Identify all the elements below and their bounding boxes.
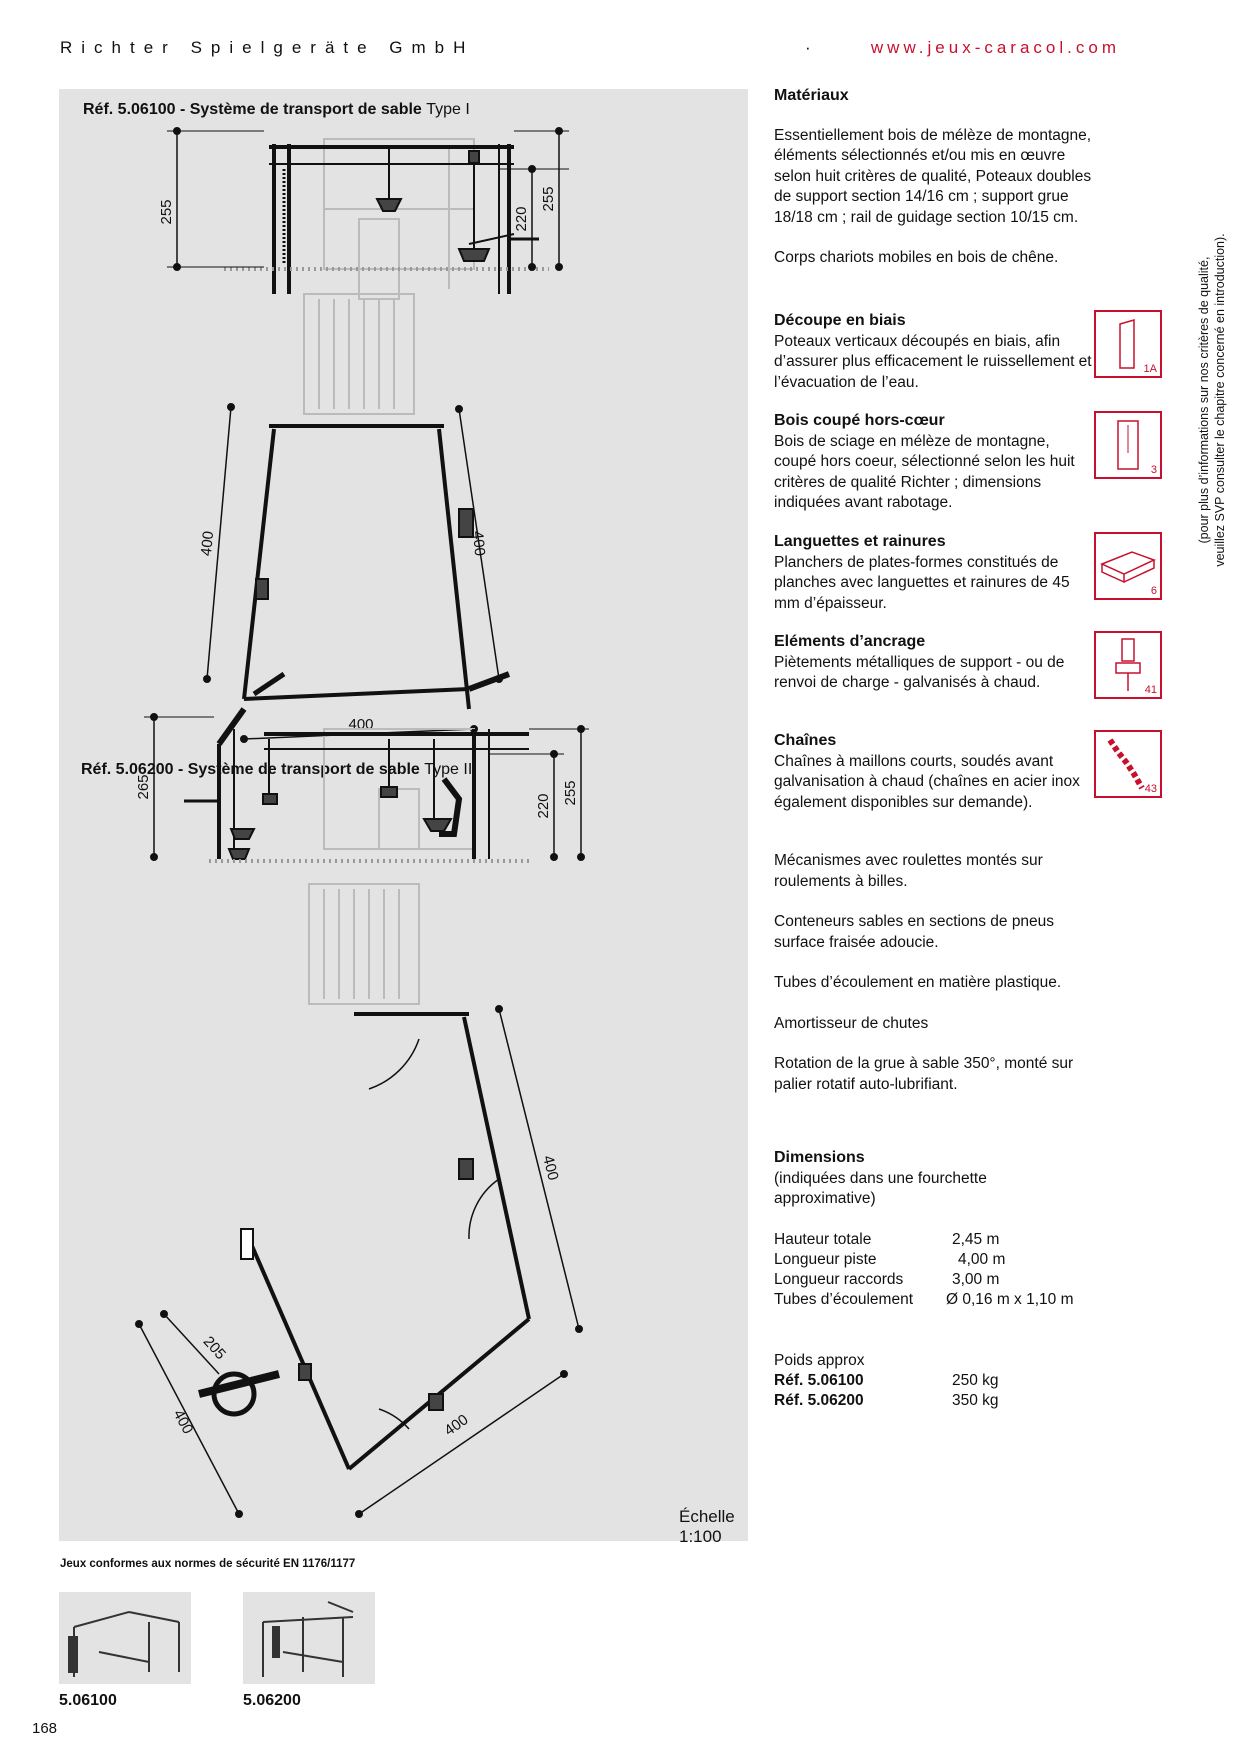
feature-5 (774, 731, 1094, 813)
thumbnail-506100[interactable] (59, 1592, 191, 1684)
tongue-groove-icon (1094, 532, 1162, 600)
feature-title: Eléments d’ancrage (774, 633, 926, 650)
weight-value: 250 kg (952, 1372, 999, 1389)
side-note (1196, 200, 1230, 600)
materials-text1: Essentiellement bois de mélèze de montagne, éléments sélectionnés et/ou mis en œuvre selon huit critères de qualité, Poteaux doubles de support section 14/16 cm ; support grue 18/18 cm ; rail de guidage section 10/15 cm. (774, 126, 1092, 226)
product1-title: Réf. 5.06100 - Système de transport de sable Type I (83, 101, 470, 118)
icon-badge: 6 (1150, 585, 1157, 597)
header-separator: · (805, 38, 811, 57)
thumbnail-caption: 5.06200 (243, 1692, 301, 1709)
p1-height-right: 255 (540, 186, 557, 212)
feature-title: Chaînes (774, 732, 837, 749)
p2-plan-d: 400 (441, 1411, 472, 1440)
feature-text: Bois de sciage en mélèze de montagne, coupé hors coeur, sélectionné selon les huit critères de qualité Richter ; dimensions indiquées avant rabotage. (774, 432, 1075, 511)
p1-plan-left: 400 (197, 530, 218, 557)
side-note-line2: veuillez SVP consulter le chapitre concerné en introduction). (1213, 233, 1227, 567)
p1-plan-bottom: 400 (348, 716, 374, 733)
extra-info (774, 851, 1094, 1095)
thumbnail-506200[interactable] (243, 1592, 375, 1684)
p1-plan-right: 400 (468, 530, 489, 557)
anchoring-icon (1094, 631, 1162, 699)
weight-key: Réf. 5.06200 (774, 1392, 864, 1409)
dim-value: Ø 0,16 m x 1,10 m (946, 1291, 1074, 1308)
thumbnail-drawing (59, 1592, 191, 1684)
weights-section (774, 1351, 1114, 1421)
heartwood-free-icon (1094, 411, 1162, 479)
feature-text: Chaînes à maillons courts, soudés avant galvanisation à chaud (chaînes en acier inox également disponibles sur demande). (774, 752, 1080, 811)
extra-text: Amortisseur de chutes (774, 1014, 929, 1032)
p2-plan-b: 205 (199, 1333, 230, 1363)
dim-value: 3,00 m (952, 1271, 1000, 1288)
feature-4 (774, 632, 1094, 694)
product2-plan (136, 884, 582, 1517)
materials-section (774, 86, 1094, 269)
dimensions-title: Dimensions (774, 1149, 865, 1166)
dimensions-table (774, 1230, 1114, 1320)
dim-key: Hauteur totale (774, 1231, 872, 1248)
drawing-scale: Échelle 1:100 (679, 1507, 735, 1546)
materials-text2: Corps chariots mobiles en bois de chêne. (774, 249, 1059, 266)
drawing-panel (59, 89, 748, 1546)
p2-height-mid: 220 (535, 793, 552, 819)
feature-title: Découpe en biais (774, 312, 906, 329)
page-number: 168 (32, 1720, 58, 1737)
icon-badge: 3 (1150, 464, 1157, 476)
p2-plan-c: 400 (169, 1406, 197, 1437)
thumbnail-caption: 5.06100 (59, 1692, 117, 1709)
feature-3 (774, 532, 1094, 614)
chain-icon (1094, 730, 1162, 798)
icon-badge: 1A (1143, 363, 1157, 375)
feature-text: Poteaux verticaux découpés en biais, afin d’assurer plus efficacement le ruissellement et l’évacuation de l’eau. (774, 332, 1092, 391)
feature-title: Bois coupé hors-cœur (774, 412, 945, 429)
extra-text: Conteneurs sables en sections de pneus surface fraisée adoucie. (774, 913, 1055, 951)
thumbnail-drawing (243, 1592, 375, 1684)
weight-title: Poids approx (774, 1352, 865, 1369)
dim-key: Longueur raccords (774, 1271, 904, 1288)
p1-height-mid: 220 (513, 206, 530, 232)
feature-text: Piètements métalliques de support - ou de renvoi de charge - galvanisés à chaud. (774, 653, 1065, 691)
extra-text: Tubes d’écoulement en matière plastique. (774, 974, 1062, 991)
product1-plan (204, 294, 509, 742)
diagonal-cut-icon (1094, 310, 1162, 378)
extra-text: Mécanismes avec roulettes montés sur roulements à billes. (774, 852, 1043, 890)
dimensions-section (774, 1148, 1094, 1210)
weight-key: Réf. 5.06100 (774, 1372, 864, 1389)
icon-badge: 43 (1144, 783, 1157, 795)
feature-1 (774, 311, 1094, 393)
dim-key: Tubes d’écoulement (774, 1291, 914, 1308)
icon-badge: 41 (1144, 684, 1157, 696)
weight-value: 350 kg (952, 1392, 999, 1409)
p1-height-left: 255 (158, 199, 175, 225)
p2-height-left: 265 (135, 774, 152, 800)
technical-drawings (59, 89, 748, 1541)
feature-text: Planchers de plates-formes constitués de planches avec languettes et rainures de 45 mm d’épaisseur. (774, 553, 1070, 612)
company-name: Richter Spielgeräte GmbH (60, 38, 475, 57)
feature-2 (774, 411, 1094, 514)
side-note-line1: (pour plus d’informations sur nos critères de qualité, (1197, 256, 1211, 544)
product1-elevation (167, 128, 569, 299)
product2-title: Réf. 5.06200 - Système de transport de sable Type II (81, 761, 473, 778)
dimensions-subtitle: (indiquées dans une fourchette approximative) (774, 1169, 987, 1207)
materials-title: Matériaux (774, 87, 849, 104)
p2-height-right: 255 (562, 780, 579, 806)
p2-plan-a: 400 (539, 1153, 562, 1183)
dim-value: 2,45 m (952, 1231, 1000, 1248)
dim-value: 4,00 m (958, 1251, 1006, 1268)
website-link[interactable]: www.jeux-caracol.com (870, 38, 1120, 57)
dim-key: Longueur piste (774, 1251, 877, 1268)
extra-text: Rotation de la grue à sable 350°, monté sur palier rotatif auto-lubrifiant. (774, 1055, 1074, 1093)
safety-note: Jeux conformes aux normes de sécurité EN 1176/1177 (60, 1558, 356, 1570)
feature-title: Languettes et rainures (774, 533, 946, 550)
